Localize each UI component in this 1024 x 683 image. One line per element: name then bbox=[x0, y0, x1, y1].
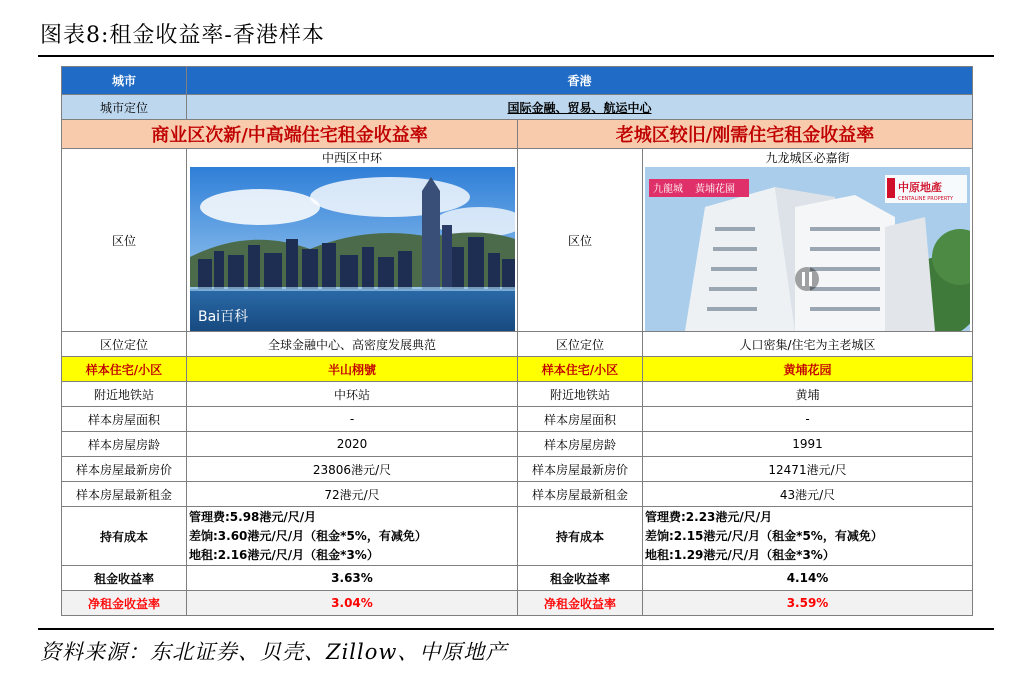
location-label-left: 区位 bbox=[62, 149, 187, 332]
photo-brand: 中原地產 bbox=[898, 181, 943, 194]
positioning-row bbox=[62, 95, 973, 120]
rent-row bbox=[62, 482, 973, 507]
top-rule bbox=[38, 55, 994, 57]
left-price: 23806港元/尺 bbox=[187, 457, 518, 482]
photo-tag-estate: 黃埔花園 bbox=[695, 184, 736, 195]
right-area-desc: 人口密集/住宅为主老城区 bbox=[643, 332, 973, 357]
yield-row bbox=[62, 566, 973, 591]
right-cost-label: 持有成本 bbox=[518, 507, 643, 566]
left-yield-label: 租金收益率 bbox=[62, 566, 187, 591]
holding-cost-row bbox=[62, 507, 973, 566]
right-cost-item: 管理费:2.23港元/尺/月 bbox=[645, 509, 773, 524]
right-age-label: 样本房屋房龄 bbox=[518, 432, 643, 457]
left-cost-list bbox=[187, 507, 518, 566]
left-sample-label: 样本住宅/小区 bbox=[62, 357, 187, 382]
central-skyline-photo bbox=[190, 167, 515, 331]
left-net: 3.04% bbox=[187, 591, 518, 616]
right-age: 1991 bbox=[643, 432, 973, 457]
size-row bbox=[62, 407, 973, 432]
sample-row bbox=[62, 357, 973, 382]
right-area-desc-label: 区位定位 bbox=[518, 332, 643, 357]
photo-tag-district: 九龍城 bbox=[653, 184, 684, 195]
source-note: 资料来源：东北证券、贝壳、Zillow、中原地产 bbox=[40, 640, 508, 664]
right-cost-item: 差饷:2.15港元/尺/月（租金*5%，有减免） bbox=[645, 528, 883, 543]
right-area-caption: 九龙城区必嘉街 bbox=[765, 151, 850, 165]
age-row bbox=[62, 432, 973, 457]
section-row bbox=[62, 120, 973, 149]
left-size-label: 样本房屋面积 bbox=[62, 407, 187, 432]
right-cost-list bbox=[643, 507, 973, 566]
city-label: 城市 bbox=[62, 67, 187, 95]
right-net: 3.59% bbox=[643, 591, 973, 616]
whampoa-garden-photo bbox=[645, 167, 970, 331]
left-age: 2020 bbox=[187, 432, 518, 457]
left-area-desc: 全球金融中心、高密度发展典范 bbox=[187, 332, 518, 357]
location-row bbox=[62, 149, 973, 332]
pause-icon bbox=[795, 267, 819, 291]
positioning-value: 国际金融、贸易、航运中心 bbox=[507, 100, 652, 115]
right-net-label: 净租金收益率 bbox=[518, 591, 643, 616]
right-yield: 4.14% bbox=[643, 566, 973, 591]
right-price: 12471港元/尺 bbox=[643, 457, 973, 482]
left-size: - bbox=[187, 407, 518, 432]
left-area-desc-label: 区位定位 bbox=[62, 332, 187, 357]
left-age-label: 样本房屋房龄 bbox=[62, 432, 187, 457]
bottom-rule bbox=[38, 628, 994, 630]
left-cost-item: 管理费:5.98港元/尺/月 bbox=[189, 509, 317, 524]
right-section-title: 老城区较旧/刚需住宅租金收益率 bbox=[518, 120, 973, 149]
right-rent-label: 样本房屋最新租金 bbox=[518, 482, 643, 507]
figure-title: 图表8:租金收益率-香港样本 bbox=[40, 23, 325, 48]
right-rent: 43港元/尺 bbox=[643, 482, 973, 507]
left-area-caption: 中西区中环 bbox=[321, 151, 382, 165]
left-metro: 中环站 bbox=[187, 382, 518, 407]
left-net-label: 净租金收益率 bbox=[62, 591, 187, 616]
left-metro-label: 附近地铁站 bbox=[62, 382, 187, 407]
left-cost-item: 地租:2.16港元/尺/月（租金*3%） bbox=[189, 547, 379, 562]
area-desc-row bbox=[62, 332, 973, 357]
right-size: - bbox=[643, 407, 973, 432]
right-size-label: 样本房屋面积 bbox=[518, 407, 643, 432]
photo-brand-sub: CENTALINE PROPERTY bbox=[898, 196, 954, 202]
left-section-title: 商业区次新/中高端住宅租金收益率 bbox=[62, 120, 518, 149]
city-row bbox=[62, 67, 973, 95]
positioning-label: 城市定位 bbox=[62, 95, 187, 120]
right-metro: 黄埔 bbox=[643, 382, 973, 407]
net-yield-row bbox=[62, 591, 973, 616]
price-row bbox=[62, 457, 973, 482]
metro-row bbox=[62, 382, 973, 407]
left-price-label: 样本房屋最新房价 bbox=[62, 457, 187, 482]
location-label-right: 区位 bbox=[518, 149, 643, 332]
right-price-label: 样本房屋最新房价 bbox=[518, 457, 643, 482]
right-yield-label: 租金收益率 bbox=[518, 566, 643, 591]
left-sample: 半山栩號 bbox=[187, 357, 518, 382]
photo-watermark: Bai百科 bbox=[197, 309, 248, 325]
city-value: 香港 bbox=[187, 67, 973, 95]
left-rent-label: 样本房屋最新租金 bbox=[62, 482, 187, 507]
yield-table bbox=[61, 66, 973, 616]
left-rent: 72港元/尺 bbox=[187, 482, 518, 507]
left-cost-item: 差饷:3.60港元/尺/月（租金*5%，有减免） bbox=[189, 528, 427, 543]
left-yield: 3.63% bbox=[187, 566, 518, 591]
right-metro-label: 附近地铁站 bbox=[518, 382, 643, 407]
left-cost-label: 持有成本 bbox=[62, 507, 187, 566]
right-sample-label: 样本住宅/小区 bbox=[518, 357, 643, 382]
right-sample: 黄埔花园 bbox=[643, 357, 973, 382]
right-cost-item: 地租:1.29港元/尺/月（租金*3%） bbox=[645, 547, 835, 562]
